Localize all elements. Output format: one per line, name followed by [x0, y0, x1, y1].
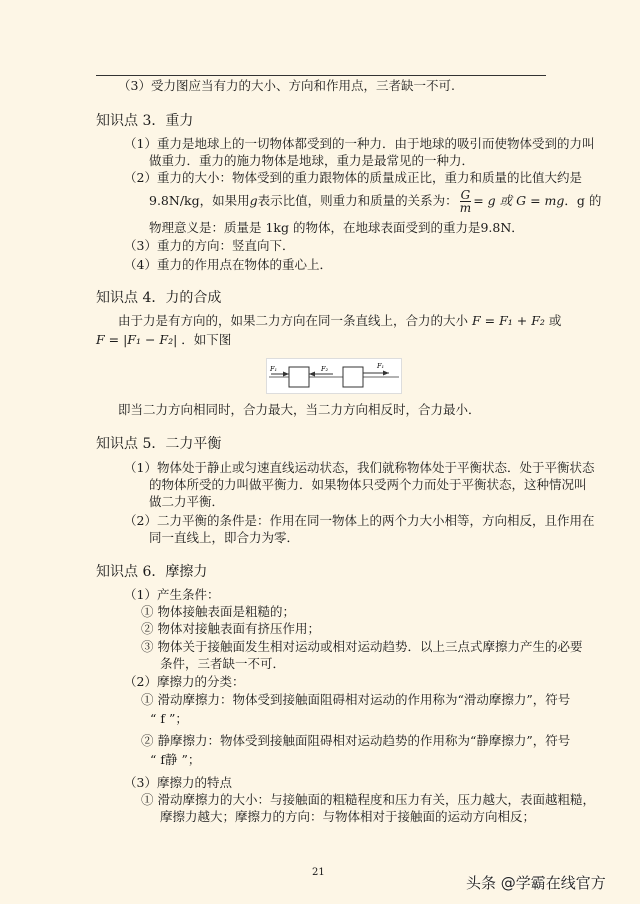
k5-p2a: （2）二力平衡的条件是：作用在同一物体上的两个力大小相等，方向相反，且作用在: [124, 513, 595, 528]
k3-eq2: G = mg: [516, 193, 565, 208]
k3-p2c: 物理意义是：质量是 1kg 的物体，在地球表面受到的重力是9.8N．: [149, 220, 524, 235]
page-number: 21: [312, 867, 325, 878]
fig-label-f2: F₂: [321, 365, 329, 373]
k6-c1-item2: ② 物体对接触表面有挤压作用；: [141, 621, 320, 636]
k3-p2a: （2）重力的大小：物体受到的重力跟物体的质量成正比，重力和质量的比值大约是: [124, 170, 582, 185]
force-diagram-svg: [267, 359, 401, 393]
section-5-title: 知识点 5．二力平衡: [96, 436, 222, 452]
k6-c2-item1a: ① 滑动摩擦力：物体受到接触面阻碍相对运动的作用称为“滑动摩擦力”，符号: [141, 692, 571, 707]
k5-p1c: 做二力平衡．: [149, 494, 225, 509]
k5-p2b: 同一直线上，即合力为零．: [149, 530, 300, 545]
k4-p3: 即当二力方向相同时，合力最大，当二力方向相反时，合力最小．: [118, 402, 481, 417]
k6-c2: （2）摩擦力的分类：: [124, 674, 245, 689]
k6-c1-item3a: ③ 物体关于接触面发生相对运动或相对运动趋势．以上三点式摩擦力产生的必要: [141, 639, 583, 654]
k3-p4: （4）重力的作用点在物体的重心上．: [124, 257, 332, 272]
k5-p1b: 的物体所受的力叫做平衡力．如果物体只受两个力而处于平衡状态，这种情况叫: [149, 477, 587, 492]
section-4-title: 知识点 4．力的合成: [96, 290, 222, 306]
g-over-m-fraction: [460, 189, 472, 214]
k3-p2b-pre: 9.8N/kg，如果用: [149, 193, 250, 208]
k3-p2b-g: g: [249, 193, 258, 208]
k4-p1: [118, 313, 561, 329]
k3-p2b-end: ．g 的: [564, 193, 602, 208]
k6-c2-item1b: “ f ”；: [150, 711, 188, 726]
k4-p1-pre: 由于力是有方向的，如果二力方向在同一条直线上，合力的大小: [118, 313, 469, 328]
k3-p1a: （1）重力是地球上的一切物体都受到的一种力．由于地球的吸引而使物体受到的力叫: [124, 136, 595, 151]
frac-denominator: m: [459, 201, 472, 215]
k4-p2-end: ．如下图: [181, 332, 232, 347]
k6-c2-item2b: “ f静 ”；: [150, 752, 201, 767]
header-rule: [96, 75, 546, 76]
k5-p1a: （1）物体处于静止或匀速直线运动状态，我们就称物体处于平衡状态．处于平衡状态: [124, 460, 595, 475]
k4-p1-end: 或: [548, 313, 562, 328]
fig-label-f1-right: F₁: [377, 362, 385, 370]
force-composition-figure: [266, 358, 402, 394]
k3-p3: （3）重力的方向：竖直向下．: [124, 238, 295, 253]
k6-c2-item2a: ② 静摩擦力：物体受到接触面阻碍相对运动趋势的作用称为“静摩擦力”，符号: [141, 733, 571, 748]
k6-c1-item1: ① 物体接触表面是粗糙的；: [141, 604, 295, 619]
k6-c3-item1a: ① 滑动摩擦力的大小：与接触面的粗糙程度和压力有关，压力越大，表面越粗糙，: [141, 792, 595, 807]
watermark: 头条 @学霸在线官方: [466, 874, 606, 892]
section-6-title: 知识点 6．摩擦力: [96, 564, 208, 580]
k3-p1b: 做重力．重力的施力物体是地球，重力是最常见的一种力．: [149, 153, 475, 168]
k6-c1: （1）产生条件：: [124, 587, 220, 602]
k3-p2b-mid: 表示比值，则重力和质量的关系为：: [257, 193, 458, 208]
k4-p2: [96, 332, 231, 348]
frac-numerator: G: [460, 188, 471, 202]
k6-c1-item3b: 条件，三者缺一不可．: [160, 656, 286, 671]
section-3-title: 知识点 3．重力: [96, 113, 194, 129]
k4-formula-diff: F = |F₁ − F₂|: [96, 332, 178, 347]
k6-c3-item1b: 摩擦力越大；摩擦力的方向：与物体相对于接触面的运动方向相反；: [160, 809, 536, 824]
line-force-diagram-note: （3）受力图应当有力的大小、方向和作用点，三者缺一不可.: [118, 78, 455, 93]
k3-p2b: [149, 186, 601, 216]
k3-eq1: = g 或: [473, 193, 513, 208]
fig-label-f1-left: F₁: [270, 365, 278, 373]
k4-formula-sum: F = F₁ + F₂: [472, 313, 545, 328]
k6-c3: （3）摩擦力的特点: [124, 775, 232, 790]
